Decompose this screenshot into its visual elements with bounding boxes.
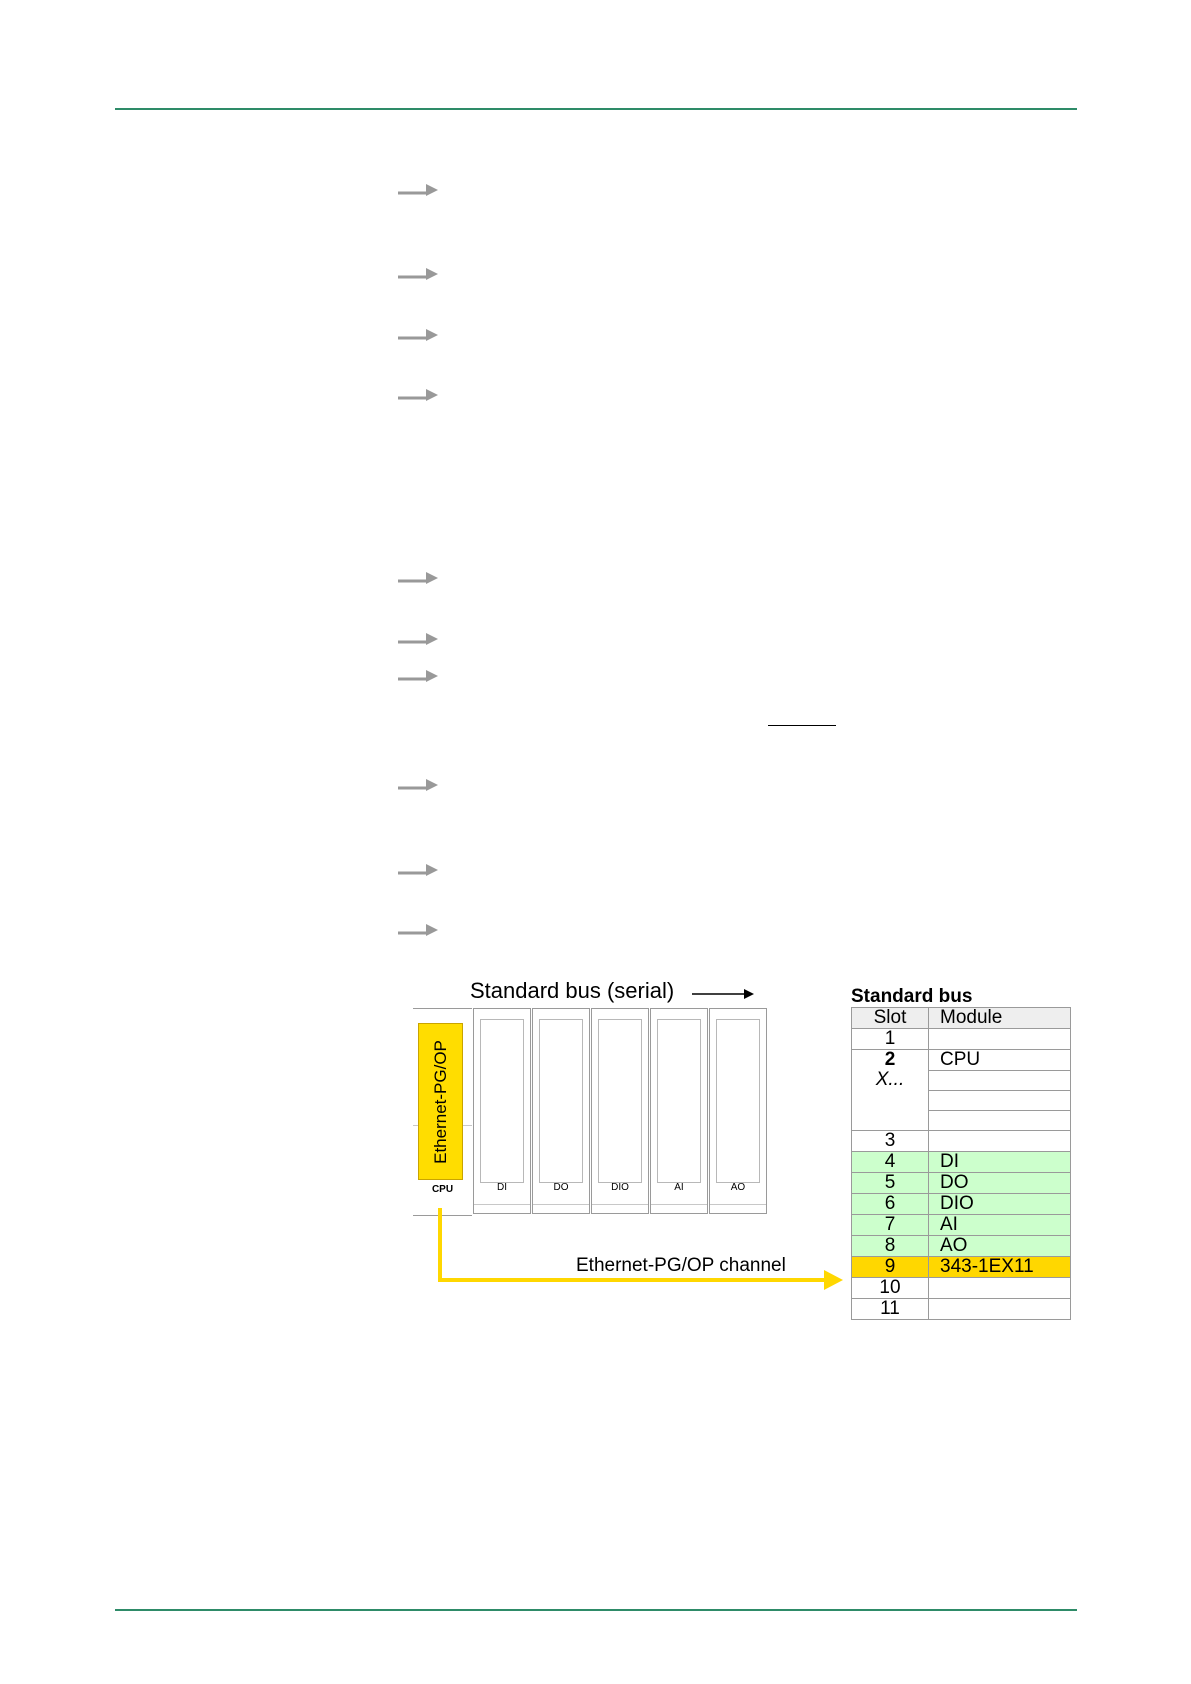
right-arrow-icon (396, 568, 440, 586)
cpu-slot-sub: X... (875, 1069, 905, 1090)
module-label: DI (497, 1182, 507, 1193)
module-do (532, 1008, 590, 1214)
module-ao (709, 1008, 767, 1214)
diagram-title: Standard bus (serial) (470, 978, 675, 1003)
bus-direction-arrow-icon (692, 987, 756, 1001)
module-label: AI (674, 1182, 684, 1193)
right-arrow-icon (396, 264, 440, 282)
footer-rule (115, 1609, 1077, 1611)
right-arrow-icon (396, 385, 440, 403)
table-row: 6 DIO (852, 1194, 1071, 1215)
module-label: AO (730, 1182, 746, 1193)
cpu-slot-number: 2 (884, 1049, 896, 1070)
table-row: 10 (852, 1278, 1071, 1299)
table-row: 1 (852, 1029, 1071, 1050)
module-rack (413, 1008, 770, 1216)
right-arrow-icon (396, 860, 440, 878)
table-row: 7 AI (852, 1215, 1071, 1236)
slot-header: Slot (852, 1008, 929, 1029)
right-arrow-icon (396, 629, 440, 647)
table-row: 3 (852, 1131, 1071, 1152)
slot-table-caption: Standard bus (851, 986, 973, 1007)
right-arrow-icon (396, 180, 440, 198)
channel-label: Ethernet-PG/OP channel (576, 1255, 786, 1276)
ethernet-pg-op-label: Ethernet-PG/OP (430, 1039, 450, 1164)
module-header: Module (929, 1008, 1071, 1029)
slot-table (851, 1007, 1071, 1320)
cpu-module-cell: CPU (929, 1050, 1071, 1071)
module-ai (650, 1008, 708, 1214)
right-arrow-icon (396, 666, 440, 684)
table-row: 5 DO (852, 1173, 1071, 1194)
module-label: DIO (611, 1182, 629, 1193)
module-di (473, 1008, 531, 1214)
cp-module-cell: 343-1EX11 (929, 1257, 1071, 1278)
right-arrow-icon (396, 775, 440, 793)
cpu-label: CPU (431, 1184, 454, 1195)
header-rule (115, 108, 1077, 110)
module-dio (591, 1008, 649, 1214)
underline-mark (768, 725, 836, 726)
right-arrow-icon (396, 325, 440, 343)
table-row: 4 DI (852, 1152, 1071, 1173)
table-header (852, 1008, 1071, 1029)
right-arrow-icon (396, 920, 440, 938)
ethernet-pg-op-interface (418, 1023, 463, 1180)
table-row (852, 1050, 1071, 1071)
table-row: 11 (852, 1299, 1071, 1320)
cpu-module (413, 1008, 472, 1216)
table-row: 8 AO (852, 1236, 1071, 1257)
module-label: DO (553, 1182, 569, 1193)
cpu-slot-cell (852, 1050, 929, 1131)
table-row: 9 343-1EX11 (852, 1257, 1071, 1278)
